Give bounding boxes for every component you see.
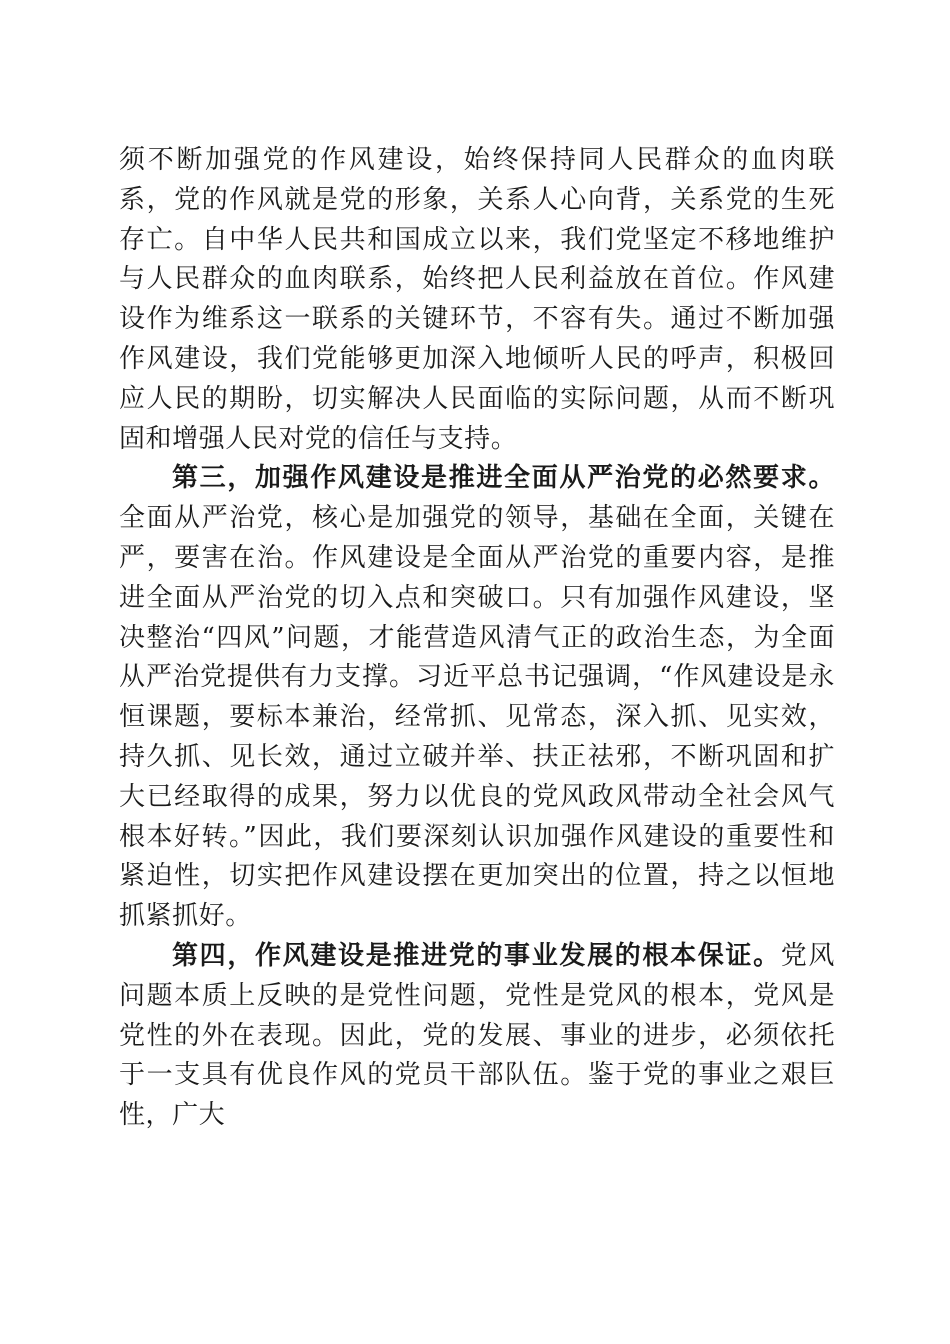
paragraph-continuation [119,141,835,459]
paragraph-point-three [119,459,835,937]
paragraph-text: 全面从严治党，核心是加强党的领导，基础在全面，关键在严，要害在治。作风建设是全面从严治党的重要内容，是推进全面从严治党的切入点和突破口。只有加强作风建设，坚决整治“四风”问题，才能营造风清气正的政治生态，为全面从严治党提供有力支撑。习近平总书记强调，“作风建设是永恒课题，要标本兼治，经常抓、见常态，深入抓、见实效，持久抓、见长效，通过立破并举、扶正祛邪，不断巩固和扩大已经取得的成果，努力以优良的党风政风带动全社会风气根本好转。”因此，我们要深刻认识加强作风建设的重要性和紧迫性，切实把作风建设摆在更加突出的位置，持之以恒地抓紧抓好。 [119,503,835,932]
paragraph-point-four [119,937,835,1136]
document-body [119,141,835,1136]
paragraph-lead-heading: 第三，加强作风建设是推进全面从严治党的必然要求。 [172,463,835,494]
paragraph-text: 须不断加强党的作风建设，始终保持同人民群众的血肉联系，党的作风就是党的形象，关系人心向背，关系党的生死存亡。自中华人民共和国成立以来，我们党坚定不移地维护与人民群众的血肉联系，始终把人民利益放在首位。作风建设作为维系这一联系的关键环节，不容有失。通过不断加强作风建设，我们党能够更加深入地倾听人民的呼声，积极回应人民的期盼，切实解决人民面临的实际问题，从而不断巩固和增强人民对党的信任与支持。 [119,145,835,454]
paragraph-text: 党风问题本质上反映的是党性问题，党性是党风的根本，党风是党性的外在表现。因此，党的发展、事业的进步，必须依托于一支具有优良作风的党员干部队伍。鉴于党的事业之艰巨性，广大 [119,940,835,1131]
paragraph-lead-heading: 第四，作风建设是推进党的事业发展的根本保证。 [172,940,781,971]
